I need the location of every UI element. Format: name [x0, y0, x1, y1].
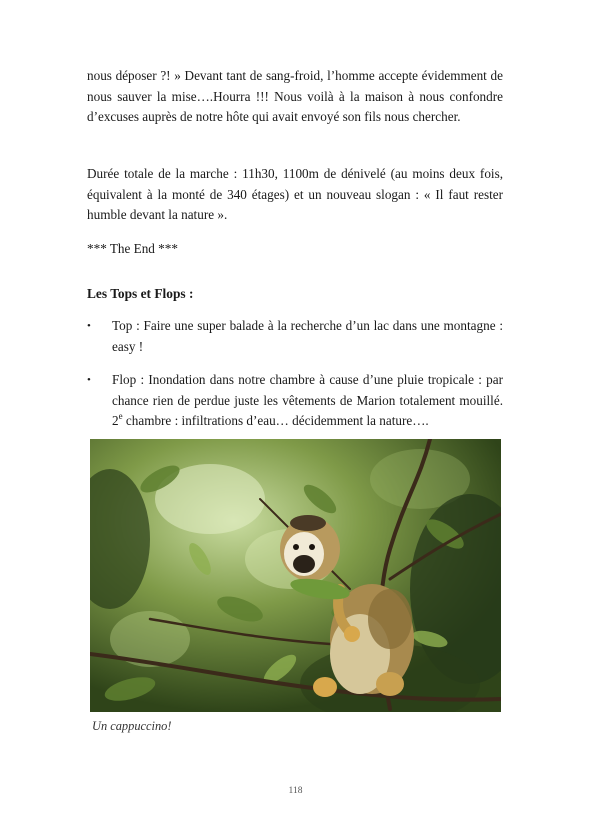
bullet-icon: •	[87, 320, 91, 332]
photo-illustration	[90, 439, 501, 712]
page-number: 118	[288, 786, 303, 796]
ordinal-superscript: e	[118, 411, 123, 421]
flop-text-start: Flop : Inondation dans notre chambre à cause d’une pluie tropicale : par chance rien de perdue juste les vêtements de Marion totalement mouillé. 2	[112, 372, 503, 428]
bullet-icon: •	[87, 374, 91, 386]
flop-text-end: chambre : infiltrations d’eau… décidemment la nature….	[122, 413, 429, 428]
section-heading-tops-flops: Les Tops et Flops :	[87, 286, 194, 301]
the-end-marker: *** The End ***	[87, 241, 178, 256]
list-item-top	[87, 316, 503, 357]
paragraph-walk-summary: Durée totale de la marche : 11h30, 1100m de dénivelé (au moins deux fois, équivalent à la monté de 340 étages) et un nouveau slogan : « Il faut rester humble devant la nature ».	[87, 166, 503, 222]
list-item-flop-text	[112, 370, 503, 432]
list-item-top-text: Top : Faire une super balade à la recherche d’un lac dans une montagne : easy !	[112, 318, 503, 354]
monkey-photo	[90, 439, 501, 712]
paragraph-story-end: nous déposer ?! » Devant tant de sang-froid, l’homme accepte évidemment de nous sauver la mise….Hourra !!! Nous voilà à la maison à nous confondre d’excuses auprès de notre hôte qui avait envoyé son fils nous chercher.	[87, 68, 503, 124]
photo-caption: Un cappuccino!	[92, 719, 172, 733]
list-item-flop	[87, 370, 503, 432]
